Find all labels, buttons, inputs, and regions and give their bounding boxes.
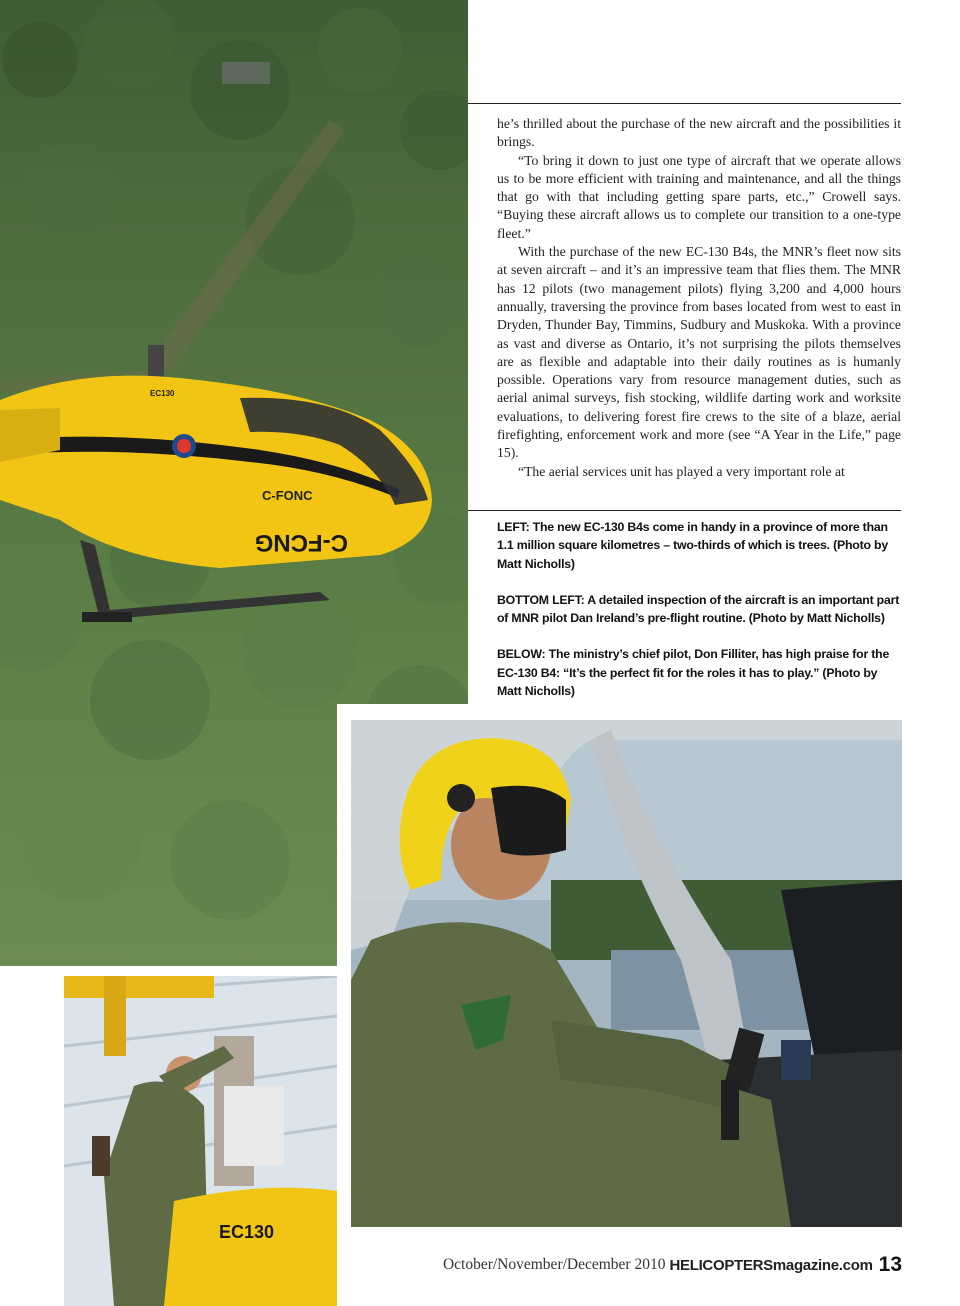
caption-below: BELOW: The ministry’s chief pilot, Don Filliter, has high praise for the EC-130 B4: “It’s the perfect fit for the roles it has to play.” (Photo by Matt Nicholls) (497, 647, 890, 699)
article-paragraph: “To bring it down to just one type of aircraft that we operate allows us to be more efficient with training and maintenance, and all the things that go with that including getting spare parts, etc.,” Crowell says. “Buying these aircraft allows us to complete our transition to a one-type fleet.” (497, 152, 901, 241)
side-registration-text: C-FCNG (254, 529, 348, 556)
tail-registration-text: C-FONC (262, 488, 313, 503)
hangar-inspection-photo (64, 976, 337, 1306)
cockpit-pilot-photo (351, 720, 902, 1227)
article-paragraph: “The aerial services unit has played a very important role at (518, 463, 845, 479)
caption-bottom-left: BOTTOM LEFT: A detailed inspection of the aircraft is an important part of MNR pilot Dan Ireland’s pre-flight routine. (Photo by Matt Nicholls) (497, 592, 900, 626)
publication-site: magazine.com (772, 1256, 873, 1274)
caption-left: LEFT: The new EC-130 B4s come in handy in a province of more than 1.1 million square kilometres – two-thirds of which is trees. (Photo by Matt Nicholls) (497, 520, 888, 571)
article-body (497, 115, 901, 481)
publication-name: HELICOPTERS (669, 1256, 773, 1274)
column-top-rule (468, 103, 901, 104)
article-paragraph: With the purchase of the new EC-130 B4s, the MNR’s fleet now sits at seven aircraft – and it’s an impressive team that flies them. The MNR has 12 pilots (two management pilots) flying 3,200 and 4,000 hours annually, traversing the province from bases located from west to east in Dryden, Thunder Bay, Timmins, Sudbury and Muskoka. With a province as vast and diverse as Ontario, it’s not surprising the pilots themselves are as flexible and adaptable into their daily routines as is humanly possible. Operations vary from resource management duties, such as aerial animal surveys, fish stocking, wildlife darting work and worksite evaluations, to delivering forest fire crews to the site of a blaze, aerial firefighting, enforcement work and more (see “A Year in the Life,” page 15). (497, 244, 901, 461)
issue-date: October/November/December 2010 (442, 1256, 666, 1273)
article-paragraph: he’s thrilled about the purchase of the new aircraft and the possibilities it brings. (497, 116, 901, 150)
page-number: 13 (878, 1253, 902, 1276)
model-badge-text: EC130 (150, 389, 175, 398)
caption-divider-rule (468, 510, 901, 511)
photo-gutter-top (337, 704, 468, 720)
photo-captions (497, 518, 901, 718)
page-margin-strip (0, 966, 64, 1306)
hangar-inspection-illustration (64, 976, 337, 1306)
cockpit-pilot-illustration (351, 720, 902, 1227)
page-footer (436, 1251, 902, 1279)
fuselage-label-text: EC130 (219, 1222, 275, 1242)
photo-gutter-left (337, 704, 351, 1306)
